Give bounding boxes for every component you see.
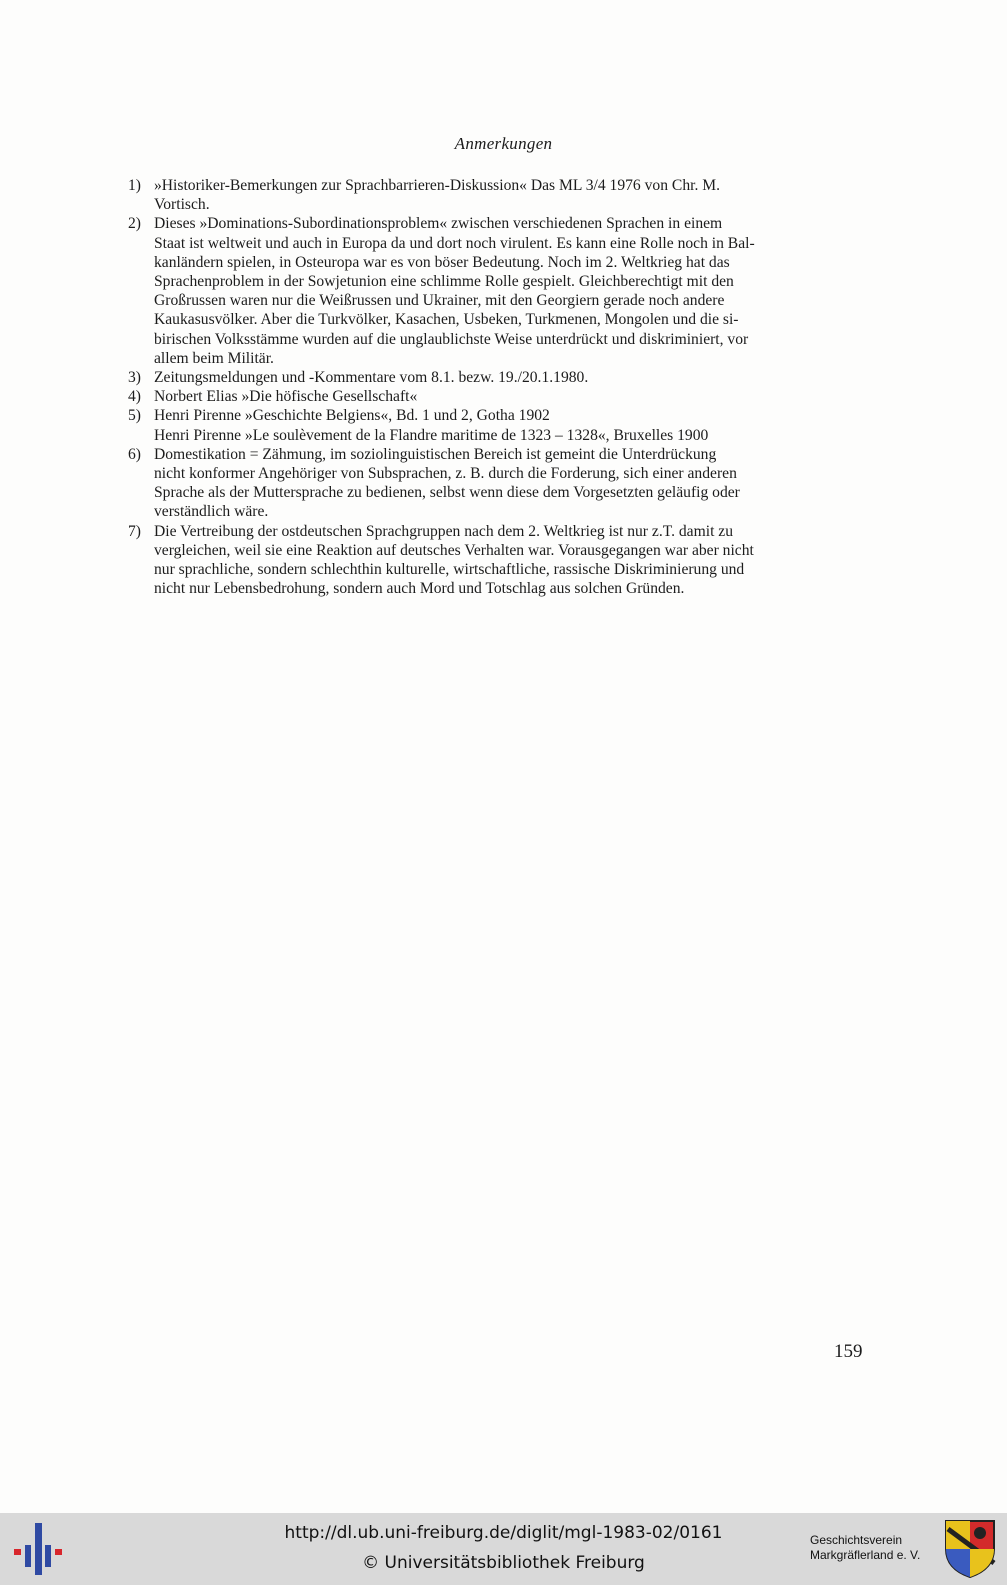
footnote-line: Norbert Elias »Die höfische Gesellschaft«	[154, 388, 418, 406]
footnote-line: Großrussen waren nur die Weißrussen und Ukrainer, mit den Georgiern gerade noch andere	[154, 292, 725, 310]
society-name	[810, 1533, 920, 1563]
footnote-line: verständlich wäre.	[154, 503, 269, 521]
footnote	[128, 445, 876, 522]
footnote-line: nicht nur Lebensbedrohung, sondern auch Mord und Totschlag aus solchen Gründen.	[154, 580, 685, 598]
footnote	[128, 176, 876, 214]
footnote-number: 4)	[128, 388, 141, 406]
footnote-number: 2)	[128, 215, 141, 233]
viewer-footer	[0, 1513, 1007, 1585]
footnote-text	[154, 368, 876, 387]
footnote	[128, 522, 876, 599]
society-name-line1: Geschichtsverein	[810, 1533, 903, 1547]
footnote-line: Dieses »Dominations-Subordinationsproblem« zwischen verschiedenen Sprachen in einem	[154, 215, 723, 233]
footnote-line: Zeitungsmeldungen und -Kommentare vom 8.1. bezw. 19./20.1.1980.	[154, 369, 589, 387]
section-heading: Anmerkungen	[454, 134, 553, 153]
footnote-line: vergleichen, weil sie eine Reaktion auf deutsches Verhalten war. Vorausgegangen war aber nicht	[154, 541, 754, 559]
footnote-text	[154, 214, 876, 368]
footnote-line: Domestikation = Zähmung, im soziolinguistischen Bereich ist gemeint die Unterdrückung	[154, 445, 717, 463]
footnote-line: nicht konformer Angehöriger von Subsprachen, z. B. durch die Forderung, sich einer anderen	[154, 465, 737, 483]
footnote-number: 7)	[128, 522, 141, 540]
footnote	[128, 406, 876, 444]
footnote-line: Kaukasusvölker. Aber die Turkvölker, Kasachen, Usbeken, Turkmenen, Mongolen und die si-	[154, 311, 739, 329]
society-name-line2: Markgräflerland e. V.	[810, 1548, 921, 1562]
footnote-line: Henri Pirenne »Le soulèvement de la Flandre maritime de 1323 – 1328«, Bruxelles 1900	[154, 426, 709, 444]
coat-of-arms-icon	[944, 1519, 996, 1579]
footnote-line: Vortisch.	[154, 196, 210, 214]
permalink-url[interactable]: http://dl.ub.uni-freiburg.de/diglit/mgl-1983-02/0161	[284, 1523, 723, 1543]
footnote-line: Sprachenproblem in der Sowjetunion eine schlimme Rolle gespielt. Gleichberechtigt mit den	[154, 273, 734, 291]
footnote-number: 5)	[128, 407, 141, 425]
footnote-text	[154, 522, 876, 599]
footnote-line: Die Vertreibung der ostdeutschen Sprachgruppen nach dem 2. Weltkrieg ist nur z.T. damit zu	[154, 522, 734, 540]
footnote-line: »Historiker-Bemerkungen zur Sprachbarrieren-Diskussion« Das ML 3/4 1976 von Chr. M.	[154, 177, 721, 194]
footnote-number: 1)	[128, 177, 141, 194]
footnote-number: 6)	[128, 445, 141, 463]
footnotes-list	[128, 176, 876, 598]
footnote-text	[154, 387, 876, 406]
footnote-line: Sprache als der Muttersprache zu bedienen, selbst wenn diese dem Vorgesetzten geläufig oder	[154, 484, 740, 502]
footnote-line: birischen Volksstämme wurden auf die unglaublichste Weise unterdrückt und diskriminiert, vor	[154, 330, 749, 348]
copyright-notice: © Universitätsbibliothek Freiburg	[362, 1553, 645, 1573]
footnote	[128, 387, 876, 406]
footnote-line: kanländern spielen, in Osteuropa war es von böser Bedeutung. Noch im 2. Weltkrieg hat das	[154, 253, 730, 271]
page-number: 159	[834, 1341, 863, 1362]
footnote-line: Henri Pirenne »Geschichte Belgiens«, Bd. 1 und 2, Gotha 1902	[154, 407, 550, 425]
footnote-text	[154, 176, 876, 214]
footnote	[128, 214, 876, 368]
footnote	[128, 368, 876, 387]
footnote-line: allem beim Militär.	[154, 349, 274, 367]
footnote-text	[154, 406, 876, 444]
footnote-line: nur sprachliche, sondern schlechthin kulturelle, wirtschaftliche, rassische Diskriminierung und	[154, 561, 745, 579]
footnote-number: 3)	[128, 369, 141, 387]
footnote-line: Staat ist weltweit und auch in Europa da und dort noch virulent. Es kann eine Rolle noch in Bal-	[154, 234, 755, 252]
footnote-text	[154, 445, 876, 522]
